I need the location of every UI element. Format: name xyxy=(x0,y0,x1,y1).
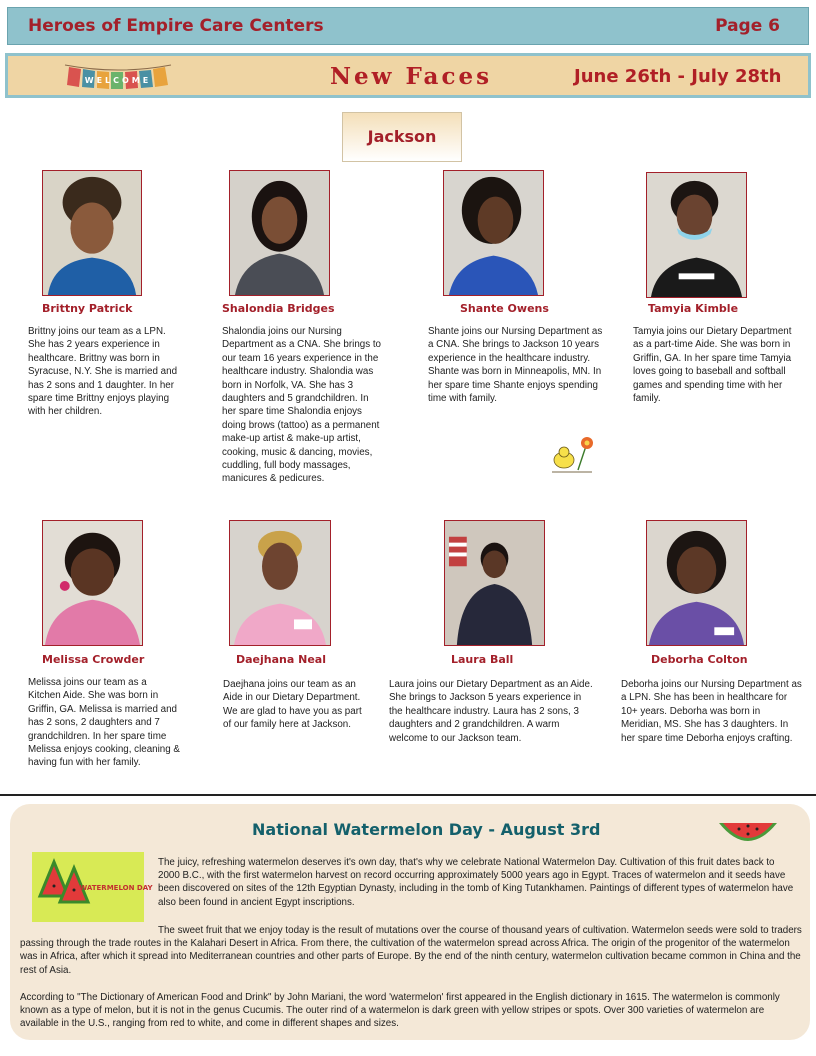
person-name-4: Tamyia Kimble xyxy=(648,302,739,315)
woodstock-flower-clipart xyxy=(548,434,596,476)
person-name-5: Melissa Crowder xyxy=(42,653,145,666)
person-bio-8: Deborha joins our Nursing Department as a LPN. She has been in healthcare for 10+ years. Deborha was born in Meridian, MS. She has 3 daughters. In her spare time Deborha enjoys crafting. xyxy=(621,679,802,744)
person-name-6: Daejhana Neal xyxy=(236,653,326,666)
watermelon-paragraph-3: According to "The Dictionary of American Food and Drink" by John Mariani, the word 'watermelon' first appeared in the English dictionary in 1615. The watermelon is commonly known as a type of melon, but it is not in the genus Cucumis. The outer rind of a watermelon is dark green with yellow stripes or spots. Over 300 varieties of watermelon are available in the U.S., ranging from red to white, and come in different shapes and sizes. xyxy=(20,992,780,1030)
photo-person-6 xyxy=(229,520,331,646)
photo-person-4 xyxy=(646,172,747,298)
location-label: Jackson xyxy=(342,112,462,162)
watermelon-day-logo-text: WATERMELON DAY xyxy=(79,884,153,892)
person-bio-1: Brittny joins our team as a LPN. She has 2 years experience in healthcare. Brittny was born in Syracuse, N.Y. She is married and has 2 sons and 1 daughter. In her spare time Brittny enjoys playing with her children. xyxy=(28,326,178,418)
photo-person-8 xyxy=(646,520,747,646)
page-header xyxy=(7,7,809,45)
new-faces-banner xyxy=(5,53,811,98)
person-bio-7: Laura joins our Dietary Department as an Aide. She brings to Jackson 5 years experience in the healthcare industry. Laura has 2 sons, 3 daughters and 2 grandchildren. A warm welcome to our Jackson team. xyxy=(389,679,593,744)
photo-person-7 xyxy=(444,520,545,646)
photo-person-3 xyxy=(443,170,544,296)
watermelon-paragraph-2: The sweet fruit that we enjoy today is the result of mutations over the course of thousand years of cultivation. Watermelon seeds were sold to traders passing through the trade routes in the Kalahari Desert in Africa. From there, the cultivation of the watermelon spread across Africa. The origin of the progenitor of the watermelon was in Africa, after which it spread into Mediterranean countries and other parts of Europe. By the end of the ninth century, watermelon cultivation became common in China and the rest of Asia. xyxy=(20,925,802,976)
person-bio-5: Melissa joins our team as a Kitchen Aide. She was born in Griffin, GA. Melissa is married and has 2 sons, 2 daughters and 7 grandchildren. In her spare time Melissa enjoys cooking, cleaning & having fun with her family. xyxy=(28,677,180,769)
watermelon-day-logo xyxy=(32,852,153,922)
photo-person-1 xyxy=(42,170,142,296)
person-name-7: Laura Ball xyxy=(451,653,514,666)
watermelon-slice-icon xyxy=(717,819,779,849)
welcome-bunting-image xyxy=(63,61,173,91)
section-divider xyxy=(0,794,816,796)
publication-title: Heroes of Empire Care Centers xyxy=(28,16,324,36)
banner-title: New Faces xyxy=(330,63,493,90)
person-bio-2: Shalondia joins our Nursing Department as a CNA. She brings to our team 16 years experience in the healthcare industry. Shalondia was born in Norfolk, VA. She has 3 daughters and 5 grandchildren. In her spare time Shalondia enjoys doing brows (tattoo) as a permanent make-up artist & make-up artist, cooking, music & dancing, movies, cuddling, full body massages, manicures & pedicures. xyxy=(222,326,382,485)
welcome-bunting-label: WELCOME xyxy=(84,76,152,85)
person-bio-3: Shante joins our Nursing Department as a CNA. She brings to Jackson 10 years experience in the healthcare industry. Shante was born in Minneapolis, MN. In her spare time Shante enjoys spending time with family. xyxy=(428,326,603,405)
watermelon-paragraph-1: The juicy, refreshing watermelon deserves it's own day, that's why we celebrate National Watermelon Day. Cultivation of this fruit dates back to 2000 B.C., with the first watermelon harvest on record occurring approximately 5000 years ago in Egypt. Traces of watermelon and it seeds have been discovered on sites of the 12th Egyptian Dynasty, including in the tomb of King Tutankhamen. Paintings of different types of watermelon have also been found in ancient Egypt inscriptions. xyxy=(158,857,794,908)
person-name-1: Brittny Patrick xyxy=(42,302,133,315)
person-name-3: Shante Owens xyxy=(460,302,549,315)
banner-dates: June 26th - July 28th xyxy=(574,66,782,87)
watermelon-section-title: National Watermelon Day - August 3rd xyxy=(252,820,601,839)
person-name-8: Deborha Colton xyxy=(651,653,748,666)
watermelon-day-section xyxy=(10,804,810,1040)
person-name-2: Shalondia Bridges xyxy=(222,302,335,315)
page-number: Page 6 xyxy=(715,16,780,36)
photo-person-2 xyxy=(229,170,330,296)
person-bio-4: Tamyia joins our Dietary Department as a part-time Aide. She was born in Griffin, GA. In her spare time Tamyia loves going to baseball and softball games and spending time with her family. xyxy=(633,326,792,405)
photo-person-5 xyxy=(42,520,143,646)
person-bio-6: Daejhana joins our team as an Aide in our Dietary Department. We are glad to have you as part of our family here at Jackson. xyxy=(223,679,362,731)
